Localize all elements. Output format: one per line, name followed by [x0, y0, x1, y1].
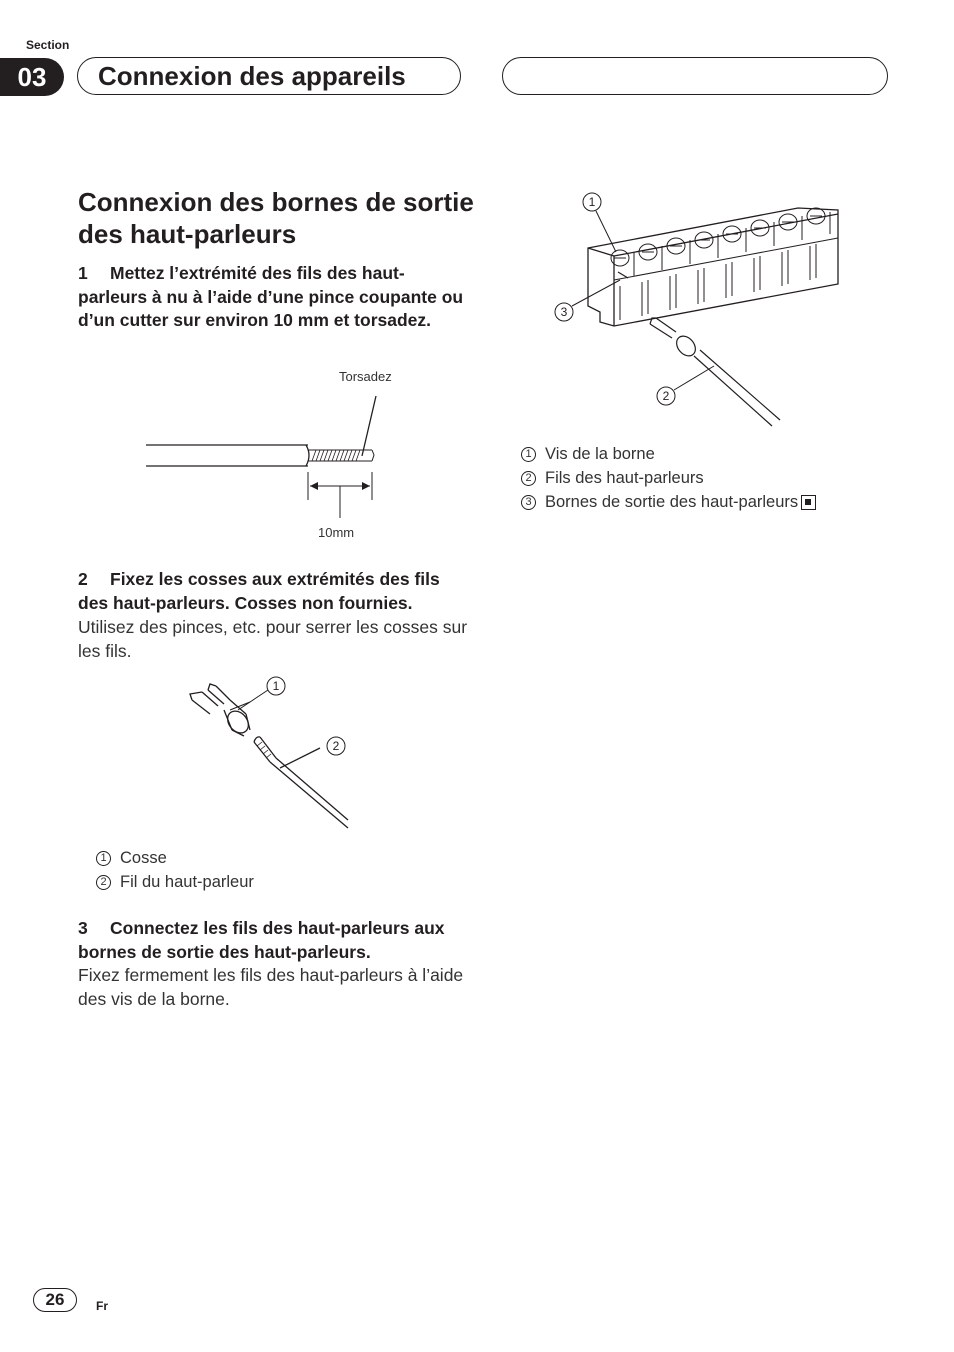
caption-text: Fils des haut-parleurs	[545, 469, 704, 487]
terminal-block-figure	[548, 186, 848, 436]
step-3-body: Fixez fermement les fils des haut-parleurs à l’aide des vis de la borne.	[78, 965, 464, 1009]
step-1	[78, 262, 468, 333]
connector-callout-1: 1	[272, 679, 280, 693]
language-code: Fr	[96, 1299, 108, 1313]
caption-row	[96, 870, 254, 894]
caption-text: Cosse	[120, 849, 167, 867]
step-1-number: 1	[78, 263, 88, 283]
step-3-text: Connectez les fils des haut-parleurs aux bornes de sortie des haut-parleurs.	[78, 918, 445, 962]
caption-number: 1	[521, 447, 536, 462]
step-2-text: Fixez les cosses aux extrémités des fils des haut-parleurs. Cosses non fournies.	[78, 569, 440, 613]
step-2-number: 2	[78, 569, 88, 589]
caption-text: Bornes de sortie des haut-parleurs	[545, 493, 799, 511]
page-heading: Connexion des bornes de sortie des haut-parleurs	[78, 187, 474, 249]
step-2-body: Utilisez des pinces, etc. pour serrer les cosses sur les fils.	[78, 617, 468, 661]
step-2	[78, 568, 468, 615]
step-3	[78, 917, 468, 964]
end-of-section-icon	[801, 495, 816, 510]
connector-callout-2: 2	[332, 739, 340, 753]
connector-captions	[96, 846, 254, 894]
caption-row	[521, 442, 816, 466]
twist-label: Torsadez	[339, 369, 392, 384]
step-3-number: 3	[78, 918, 88, 938]
header-empty-pill	[502, 57, 888, 95]
caption-number: 2	[521, 471, 536, 486]
length-label: 10mm	[318, 525, 355, 540]
connector-figure	[180, 670, 360, 840]
section-number-tab: 03	[0, 58, 64, 96]
step-1-text: Mettez l’extrémité des fils des haut-parleurs à nu à l’aide d’une pince coupante ou d’un cutter sur environ 10 mm et torsadez.	[78, 263, 464, 330]
stripped-wire-figure	[140, 360, 420, 550]
terminal-captions	[521, 442, 816, 514]
page-number: 26	[33, 1288, 77, 1312]
terminal-callout-3: 3	[560, 305, 568, 319]
chapter-title: Connexion des appareils	[77, 57, 461, 95]
terminal-callout-2: 2	[662, 389, 670, 403]
caption-number: 3	[521, 495, 536, 510]
caption-text: Vis de la borne	[545, 445, 655, 463]
terminal-callout-1: 1	[588, 195, 596, 209]
caption-row	[521, 490, 816, 514]
caption-row	[96, 846, 254, 870]
section-label: Section	[26, 38, 70, 52]
caption-row	[521, 466, 816, 490]
caption-text: Fil du haut-parleur	[120, 873, 254, 891]
caption-number: 2	[96, 875, 111, 890]
caption-number: 1	[96, 851, 111, 866]
